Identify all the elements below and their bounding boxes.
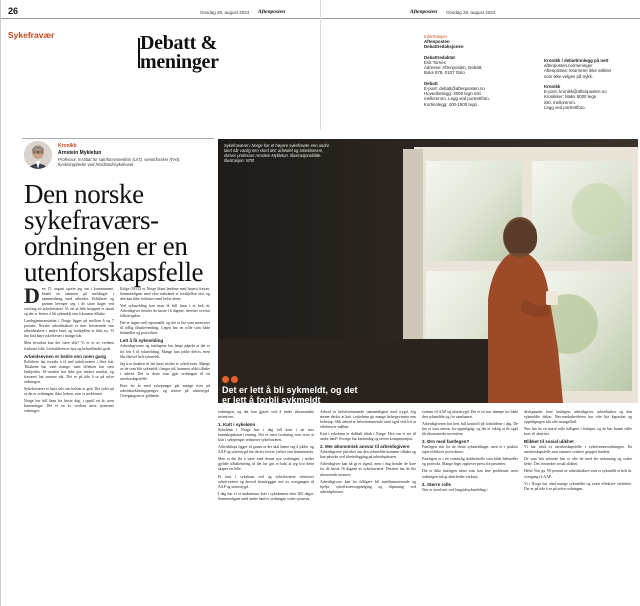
paragraph: Fastlegen står for de fleste sykmeldinger, men er i praksis tapte effektive portvoktere. xyxy=(422,445,518,455)
info-line: Kronikker: Maks 5000 tegn xyxy=(544,94,597,100)
info-line: Kronikk xyxy=(544,84,561,90)
paragraph: Arbeidsgiver kan nå gi et signal, men i dag betaler de bare for de første 16 dagene av sykefraværet. Deretter har de lite økonomisk insentiv. xyxy=(320,462,416,477)
author-name: Arnstein Mykletun xyxy=(58,150,102,156)
paragraph: Fastlegen er i en vanskelig dobbeltrolle som både behandler og portvokt. Mange leger opplever press fra pasienter. xyxy=(422,457,518,467)
page-gutter xyxy=(0,0,1,606)
byline-divider xyxy=(22,138,214,139)
subheading: Arbeidsevnen er bedre enn noen gang xyxy=(24,353,107,359)
brand-bar-icon xyxy=(138,38,140,68)
paragraph: Politikere har forsøkt å få ned sykefraværet i flere tiår. Tiltakene har vært mange, men effekten har vært beskjeden. IA-avtalen har ikke gitt ønsket resultat, og fraværet har snarere økt. Det er på tide å se på selve ordningen. xyxy=(24,359,114,384)
body-column-1 xyxy=(24,287,114,603)
info-line: Informasjon xyxy=(424,34,447,39)
quote-dot-icon xyxy=(222,376,229,383)
info-line: Hovedinnlegg: 3000 tegn inkl. xyxy=(424,91,482,97)
paragraph: Jeg tror årsaken til det høye nivået er sykefravær. Mange av de som blir sykmeldt i lengre tid, kommer aldri tilbake i arbeid. Det er dette som gjør ordningen til en utenforskapsfelle. xyxy=(120,361,210,381)
info-column-right xyxy=(544,58,640,110)
info-column-left xyxy=(424,34,534,107)
left-logo: Aftenposten xyxy=(258,9,286,15)
subheading: 3. Ørn med fastlegen? xyxy=(422,439,470,445)
subheading: Lett å få sykmelding xyxy=(120,338,164,344)
author-description: Professor, Institutt for samfunnsmedisin (UiT), seniorforsker (FHI), forskningsleder ved Nordlandssykehuset xyxy=(58,157,181,168)
info-line: Aftenposten xyxy=(424,39,450,45)
paragraph: Arbeidslinja ligger til grunn at det skal lønne seg å jobbe, og AAP og uføretrygd har derfor lavere ytelser enn lønnsinntekt. xyxy=(218,445,314,455)
quote-dot-icon xyxy=(231,376,238,383)
paragraph: Men hvordan kan det være slik? Vi er et av verdens friskeste folk. Levealderen er høy og helsetilbudet godt. xyxy=(24,341,114,351)
drop-cap: D xyxy=(24,287,40,308)
body-column-2 xyxy=(120,287,210,603)
paragraph: Vi har altså et utenforskapsfelle i sykefraværsordningen. En utenforskapsfelle som rammer svakere grupper hardest. xyxy=(524,445,632,455)
info-line: Aftenposten returnerer ikke artikler xyxy=(544,68,612,74)
paragraph: Arbeidsgiveren har best full kontroll på forholdene i dag. De har et stort ansvar for oppfølging, og det er viktig at de også får økonomiske incentiver. xyxy=(422,422,518,437)
photo-illustration xyxy=(218,139,638,403)
paragraph: Ifølge OECD er Norge blant landene med høyest fravær. Sammenlignet med våre naboland er forskjellen stor, og den kan ikke forklares med helse alene. xyxy=(120,287,210,302)
paragraph: Vi i Norge har altså mange sykmeldte og svært effektive veiledere. Det er på tide å se på selve ordningen. xyxy=(524,481,632,491)
lead-paragraph: Den 15. august sporte jeg om i kommunene, betale en sammen på meldinger i sammenheng med arbeidet. Politikere og partner beveger seg i de store dager ved varsling av sykefraværet. Vi vet at hele kroppen er utsatt og det er lettere å bli sykmeldt enn å komme tilbake. xyxy=(24,287,114,317)
paragraph: Arbeid er helsefremmende sammenlignet med trygd. Jeg mener derfor at kutt i sykelønn gir mange helsegevinster enn helsetap. Slik arbeid er helsefremmende, men også ved å si at effekten er målbar. xyxy=(320,410,416,430)
body-column-6 xyxy=(524,410,632,603)
subheading: 1. Kutt i sykelønn xyxy=(218,422,256,428)
body-column-3 xyxy=(218,410,314,603)
info-line: inkl. mellomrom. xyxy=(544,99,576,105)
paragraph: Sykelønn i Norge bør i dag fall kom i en mer kunnskapsbasert retning. Det er mest forskning som viser at kutt i sykepenger reduserer sykefraværet. xyxy=(218,428,314,443)
paragraph: ordningen, og det kan gjøres ved å endre økonomiske incentiver: xyxy=(218,410,314,420)
paragraph: Arbeidsgivere påvirker om den sykmeldte kommer tilbake og kan påvirke ved tilrettelegging på arbeidsplassen. xyxy=(320,450,416,460)
pull-quote: Det er lett å bli sykmeldt, og det er lett å forbli sykmeldt xyxy=(222,385,358,405)
paragraph: De som blir sittende fast er ofte de med lav utdanning og svake helse. Det forsterker sosial ulikhet. xyxy=(524,457,632,467)
paragraph: Landsgjennomsnittet i Norge ligger på mellom 6 og 7 prosent. Norske arbeidstakere er mer fraværende enn arbeidstakere i andre land, og forskjellen er ikke ny. Vi har hatt høyt sykefravær i mange tiår. xyxy=(24,319,114,339)
info-line: Kronikk / debattinnlegg på nett xyxy=(544,58,609,63)
info-line: Boks 878, 0107 Oslo xyxy=(424,70,465,76)
info-line: Legg ved portrettfoto. xyxy=(544,104,586,110)
paragraph: I dag har vi et maksimum kutt i sykelønnen etter 365 dager. Sammenlignet med andre land er ordningen svært sjenerøs. xyxy=(218,491,314,501)
article-photo xyxy=(218,139,638,403)
paragraph: Det er ingen reell egenandel, og det er lite som motiverer til tidlig tilbakevending. Legen har en rolle som både behandler og portvokter. xyxy=(120,321,210,336)
paragraph: Kutt i sykelønn er dobbelt tiltak i Norge. Hva om vi ser til andre land? Sverige har karensdag og lavere kompensasjon. xyxy=(320,432,416,442)
left-date: Onsdag 28. august 2024 xyxy=(200,10,250,15)
paragraph: svinner til AAP og uføretrygd. Det er til stor ulempe for både den sykmeldte og for samfunnet. xyxy=(422,410,518,420)
info-line: E-post: kronikk@aftenposten.no xyxy=(544,89,607,95)
info-line: Debatt xyxy=(424,80,438,86)
info-line: Debattredaksjonen xyxy=(424,44,464,50)
info-line: aftenposten.no/meninger xyxy=(544,63,593,69)
page-number: 26 xyxy=(8,6,19,16)
info-line: mellomrom. Legg ved portrettfoto. xyxy=(424,96,490,102)
info-line: E-post: debatt@aftenposten.no xyxy=(424,86,485,92)
paragraph: Arbeidsgivere kan ha tidligere bli medfinansierende og hjelpe sykefraværsoppfølging og tilpasning ved arbeidsplassen. xyxy=(320,479,416,494)
paragraph: Helse Nav gir 58 prosent av arbeidstakere som er sykmeldt et helt år, overgang til AAP. xyxy=(524,469,632,479)
spread-fold xyxy=(320,0,321,130)
paragraph: Det er ikke fastlegen alene som kan løse problemet, men ordningen må gi dem bedre verktøy. xyxy=(422,469,518,479)
paragraph: Men et det ikt å være med denne nye ordningen, i stedet gjelder tilbakeføring til det før gitt er bakt at jeg tror dette skaper en felle. xyxy=(218,457,314,472)
subheading: 2. Mer økonomisk ansvar til arbeidsgivere xyxy=(320,444,410,450)
info-line: Kortinnlegg: 400-1500 tegn. xyxy=(424,101,479,107)
info-line: Erik Tornes xyxy=(424,60,446,66)
paragraph: Nav er involvert ved langtidssykmelding i xyxy=(422,487,488,492)
paragraph: Sykefraværet er høyt selv om helsen er god. Det tyder på at det er ordningen, ikke helsen, som er problemet. xyxy=(24,386,114,396)
photo-caption: Sykefraværet i Norge har et høyere sykefravær enn andre land når vanlig enn stord det: arbeidet og arbeidsevne, skriver professor Arnstein Mykletun. Illustrasjonsbilde. Illustrasjon: NTB xyxy=(224,143,330,163)
paragraph: Norge har full lønn fra første dag, i opptil ett år, uten karensdager. Det er en av verdens mest sjenerøse ordninger. xyxy=(24,398,114,414)
paragraph: Etter ett år med sykepenger går mange over på arbeidsavklaringspenger, og senere på uføretrygd. Overgangene er glidende. xyxy=(120,383,210,398)
paragraph: Ved sykmelding kan man få full lønn i et helt år. Arbeidsgiver betaler de første 16 dagene, deretter overtar folketrygden. xyxy=(120,304,210,319)
subheading: Blikket til sosial ulikhet xyxy=(524,439,574,445)
brand-line-2: meninger xyxy=(140,51,219,73)
subheading: 4. Større rolle xyxy=(422,481,452,487)
paragraph: Et kutt i sykelønn ved og sykefraværet reduserer sykefraværet og derved fremleggger noe av overgangen til AAP og uføretrygd. xyxy=(218,474,314,489)
author-avatar xyxy=(24,141,52,169)
right-logo: Aftenposten xyxy=(410,9,438,15)
paragraph: Nav bør ha en større rolle tidligere i forløpet, og de bør kunne stille krav til aktivitet. xyxy=(524,427,632,437)
info-line: Debattredaktør xyxy=(424,54,456,60)
paragraph: Arbeidsgiverne og fastlegene har lenge påpekt at det er for lett å få sykmelding. Mange kan jobbe delvis, men blir likevel helt sykmeldt. xyxy=(120,344,210,359)
brand-line-1: Debatt & xyxy=(140,32,218,54)
info-line: Adresse: Aftenposten, Debatt, xyxy=(424,65,483,71)
article-headline: Den norske sykefraværs-ordningen er en utenforskapsfelle xyxy=(24,179,204,287)
byline-label: Kronikk xyxy=(58,143,77,149)
right-date: Onsdag 28. august 2024 xyxy=(446,10,496,15)
paragraph: dialogmøter hver fastlegen, arbeidsgiver, arbeidstaker og den sykmeldte deltar. Nav-medarbeideren har ofte lite kapasitet og oppfølgingen blir ofte mangelfull. xyxy=(524,410,632,425)
body-column-5 xyxy=(422,410,518,603)
debatt-brand xyxy=(140,34,219,72)
body-column-4 xyxy=(320,410,416,603)
section-label: Sykefravær xyxy=(8,30,55,40)
info-line: som ikke velges på trykk. xyxy=(544,73,594,79)
